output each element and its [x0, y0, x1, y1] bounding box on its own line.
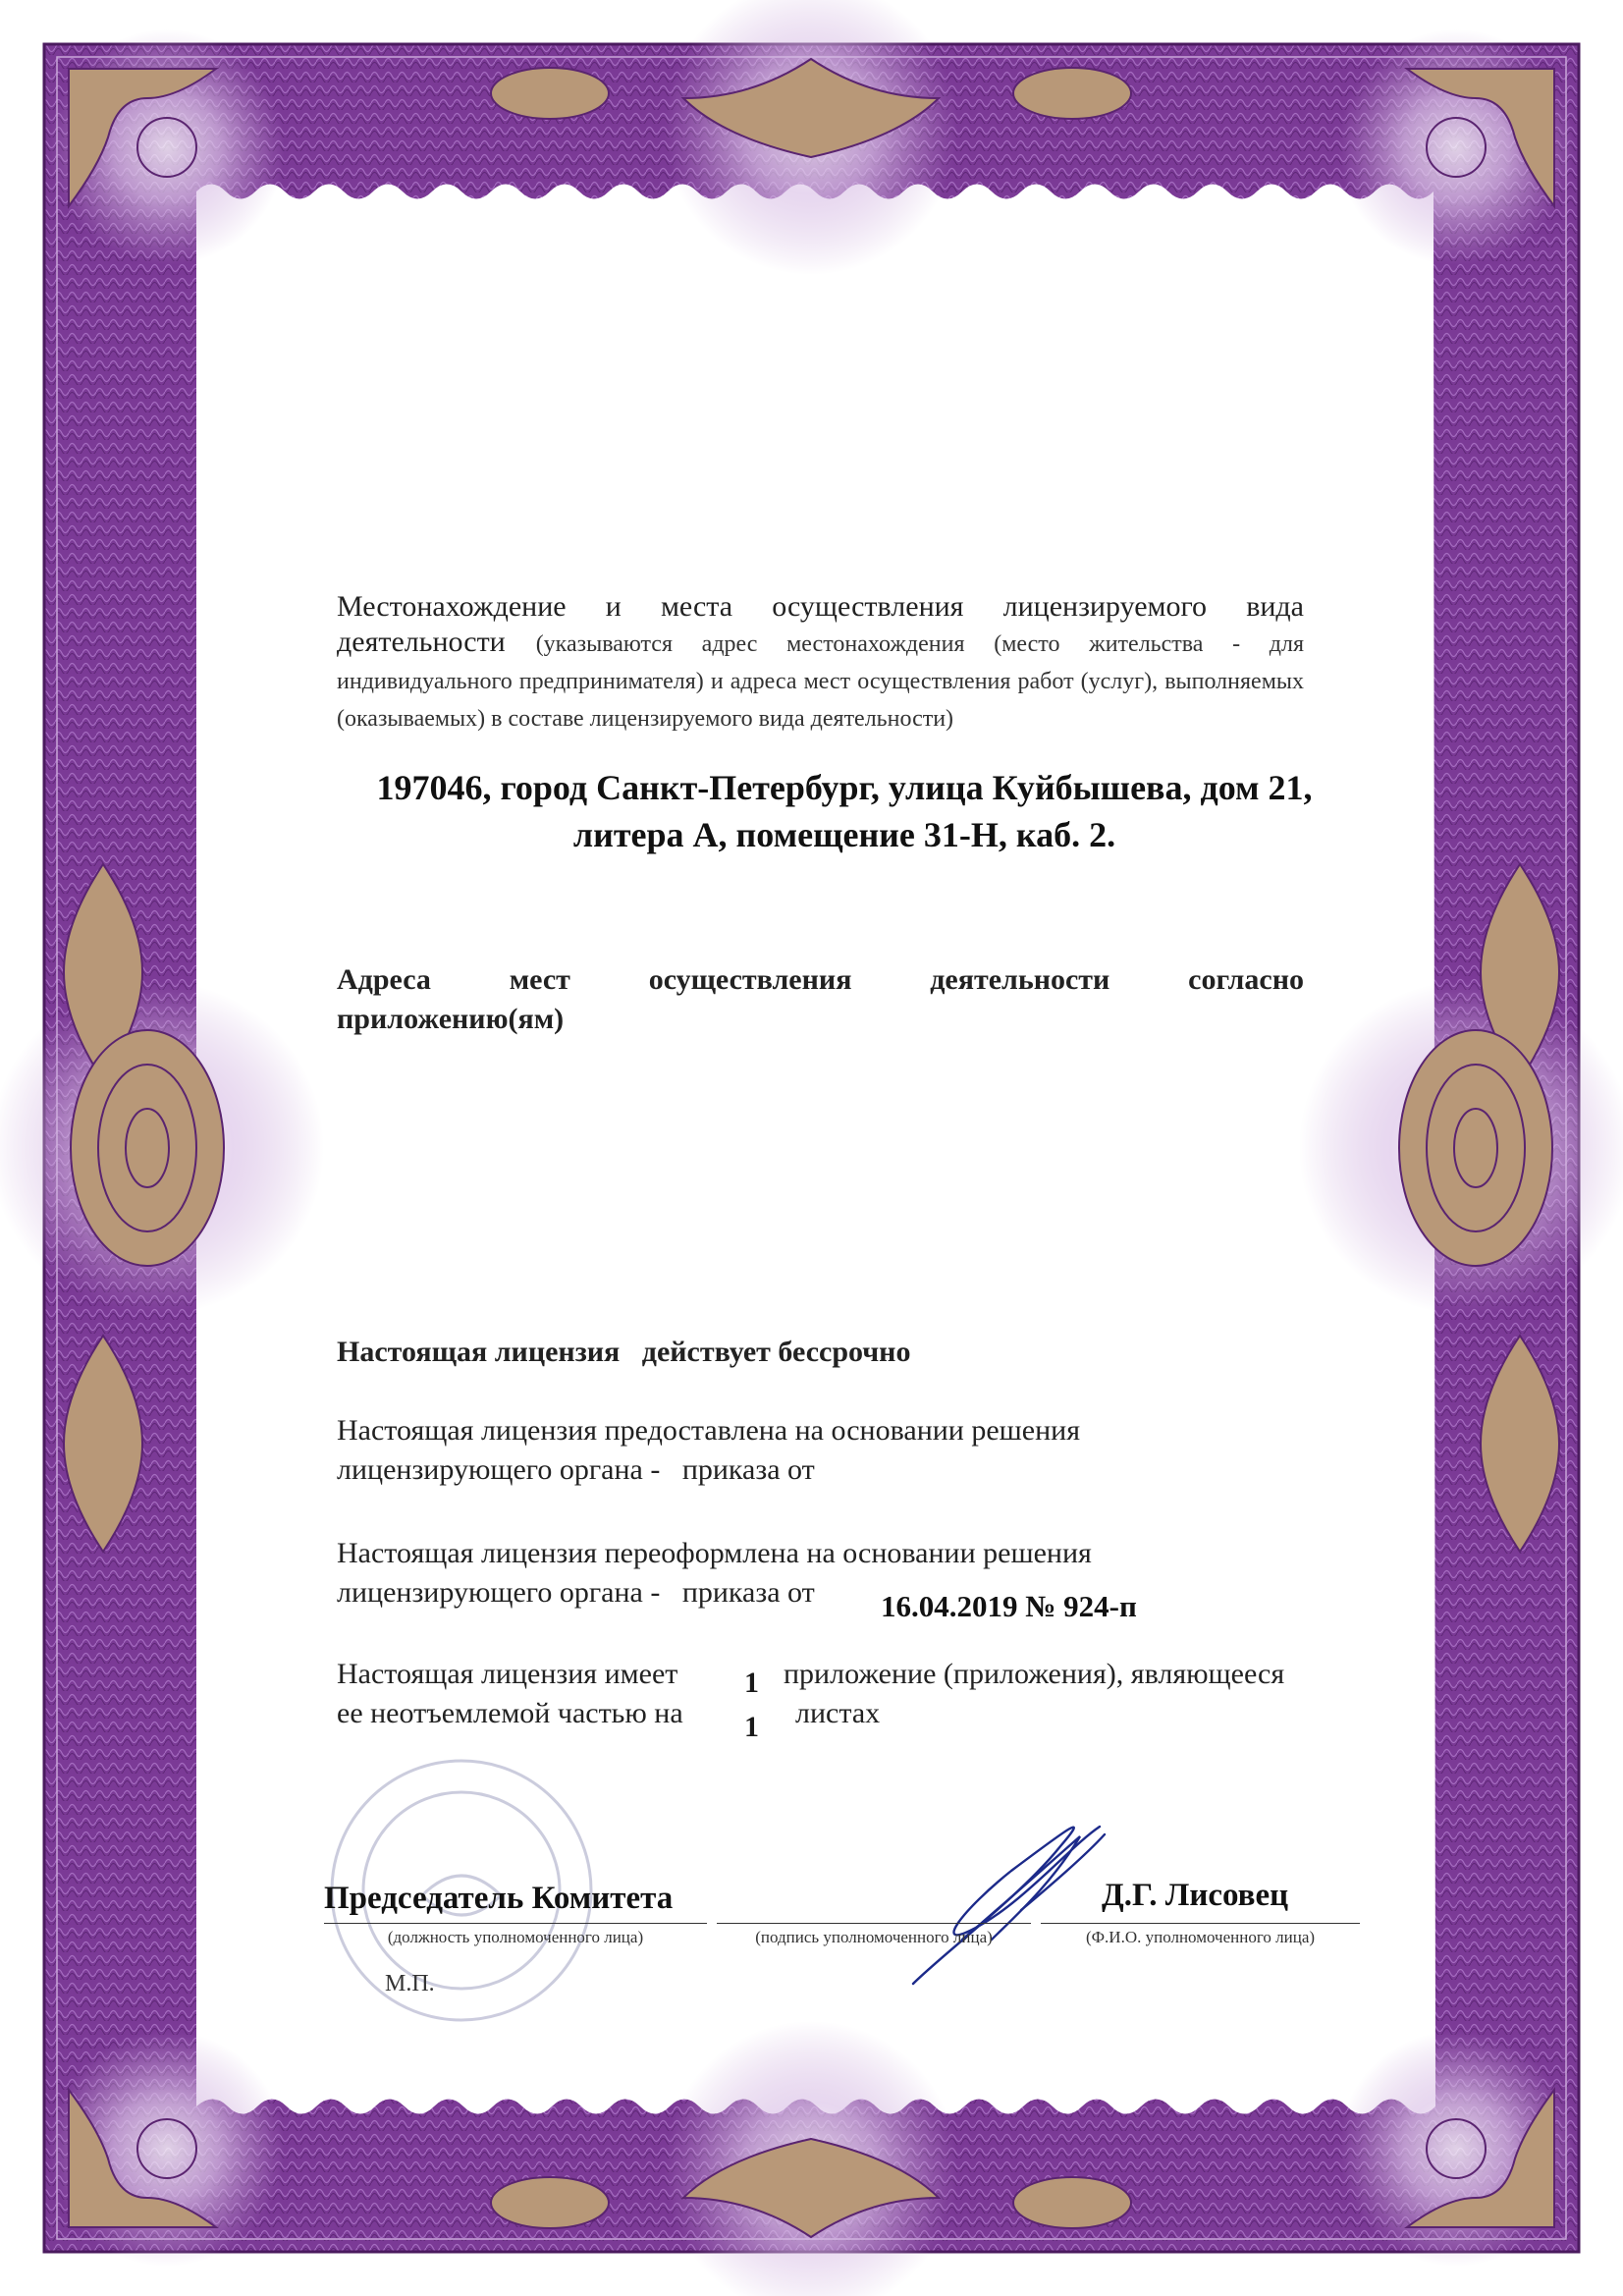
appendices-line-3: приложение (приложения), являющееся [784, 1658, 1285, 1690]
position-caption: (должность уполномоченного лица) [387, 1928, 644, 1946]
appendices-line-2: ее неотъемлемой частью на [337, 1697, 683, 1729]
signature-caption: (подпись уполномоченного лица) [755, 1928, 993, 1946]
appendices-sheets: 1 [744, 1711, 759, 1743]
position-underline [324, 1923, 707, 1924]
signatory-name: Д.Г. Лисовец [1102, 1878, 1289, 1913]
address-line-1: 197046, город Санкт-Петербург, улица Куйбышева, дом 21, [376, 768, 1313, 807]
signatory-position: Председатель Комитета [324, 1881, 674, 1916]
validity-statement: Настоящая лицензия действует бессрочно [337, 1336, 911, 1368]
appendix-addresses-line-1: Адреса мест осуществления деятельности согласно [337, 963, 1304, 996]
location-heading-main: Местонахождение и места осуществления лицензируемого вида деятельности [337, 590, 1304, 658]
appendices-count: 1 [744, 1667, 759, 1699]
reissued-line-2: лицензирующего органа - приказа от [337, 1576, 815, 1609]
address-line-2: литера А, помещение 31-Н, каб. 2. [572, 815, 1116, 854]
appendices-line-1: Настоящая лицензия имеет [337, 1658, 678, 1690]
name-caption: (Ф.И.О. уполномоченного лица) [1085, 1928, 1316, 1946]
location-heading [337, 589, 1304, 737]
signature-underline [717, 1923, 1031, 1924]
granted-line-2: лицензирующего органа - приказа от [337, 1453, 815, 1486]
appendix-addresses-line-2: приложению(ям) [337, 1003, 565, 1035]
reissued-line-1: Настоящая лицензия переоформлена на основании решения [337, 1537, 1092, 1569]
appendices-line-4: листах [795, 1697, 881, 1729]
granted-line-1: Настоящая лицензия предоставлена на основании решения [337, 1414, 1081, 1447]
location-heading-note: (указываются адрес местонахождения (место жительства - для индивидуального предпринимателя) и адреса мест осуществления работ (услуг), выполняемых (оказываемых) в составе лицензируемого вида деятельности) [337, 631, 1304, 732]
license-address [295, 764, 1394, 858]
name-underline [1041, 1923, 1360, 1924]
stamp-place-label: М.П. [385, 1971, 435, 1996]
reissue-order-reference: 16.04.2019 № 924-п [881, 1589, 1137, 1623]
